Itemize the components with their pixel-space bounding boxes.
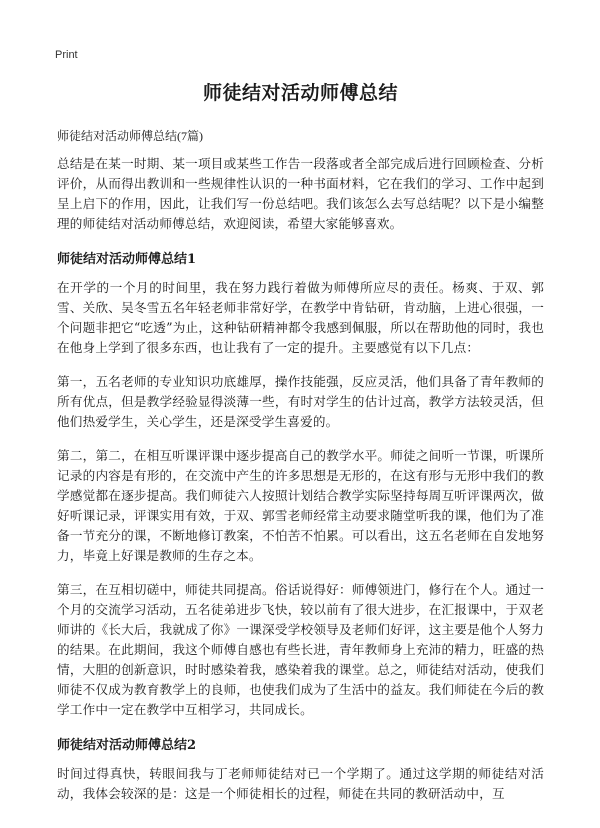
page-title: 师徒结对活动师傅总结 <box>202 82 398 104</box>
paragraph: 第三，在互相切磋中，师徒共同提高。俗话说得好：师傅领进门，修行在个人。通过一个月的交流学习活动，五名徒弟进步飞快，较以前有了很大进步，在汇报课中，于双老师讲的《长大后，我就成了你》一课深受学校领导及老师们好评，这主要是他个人努力的结果。在此期间，我这个师傅自感也有些长进，青年教师身上充沛的精力，旺盛的热情，大胆的创新意识，时时感染着我，感染着我的课堂。总之，师徒结对活动，使我们师徒不仅成为教育教学上的良师，也使我们成为了生活中的益友。我们师徒在今后的教学工作中一定在教学中互相学习，共同成长。 <box>57 582 544 717</box>
print-link[interactable]: Print <box>55 49 78 61</box>
section-heading: 师徒结对活动师傅总结2 <box>57 738 197 753</box>
paragraph: 第一，五名老师的专业知识功底雄厚，操作技能强，反应灵活，他们具备了青年教师的所有优点，但是教学经验显得淡薄一些，有时对学生的估计过高，教学方法较灵活，但他们热爱学生，关心学生，还是深受学生喜爱的。 <box>57 374 544 429</box>
document-body <box>57 78 544 818</box>
section-heading: 师徒结对活动师傅总结1 <box>57 252 197 267</box>
paragraph: 在开学的一个月的时间里，我在努力践行着做为师傅所应尽的责任。杨爽、于双、郭雪、关欣、吴冬雪五名年轻老师非常好学，在教学中肯钻研，肯动脑，上进心很强，一个问题非把它“吃透”为止，这种钻研精神都令我感到佩服，所以在帮助他的同时，我也在他身上学到了很多东西，也让我有了一定的提升。主要感觉有以下几点： <box>57 280 544 355</box>
intro-paragraph: 总结是在某一时期、某一项目或某些工作告一段落或者全部完成后进行回顾检查、分析评价，从而得出教训和一些规律性认识的一种书面材料，它在我们的学习、工作中起到呈上启下的作用，因此，让我们写一份总结吧。我们该怎么去写总结呢？以下是小编整理的师徒结对活动师傅总结，欢迎阅读，希望大家能够喜欢。 <box>57 156 544 231</box>
paragraph: 时间过得真快，转眼间我与丁老师师徒结对已一个学期了。通过这学期的师徒结对活动，我体会较深的是：这是一个师徒相长的过程，师徒在共同的教研活动中，互 <box>57 766 544 801</box>
document-subtitle: 师徒结对活动师傅总结(7篇) <box>57 129 203 143</box>
paragraph: 第二，第二，在相互听课评课中逐步提高自己的教学水平。师徒之间听一节课，听课所记录的内容是有形的，在交流中产生的许多思想是无形的，在这有形与无形中我们的教学感觉都在逐步提高。我们师徒六人按照计划结合教学实际坚持每周互听评课两次，做好听课记录，评课实用有效，于双、郭雪老师经常主动要求随堂听我的课，他们为了准备一节充分的课，不断地修订教案，不怕苦不怕累。可以看出，这五名老师在自发地努力，毕竟上好课是教师的生存之本。 <box>57 448 544 563</box>
